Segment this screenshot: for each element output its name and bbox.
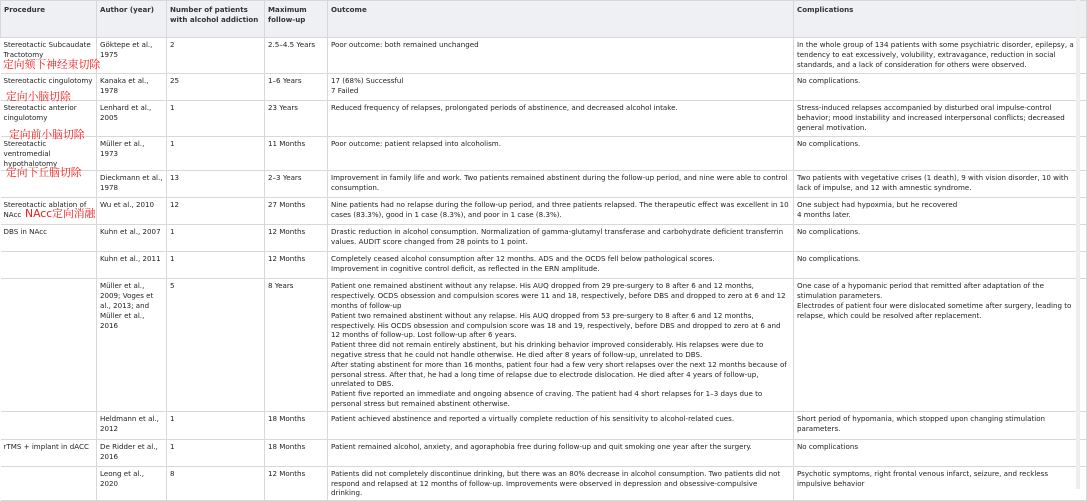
cell-followup: 11 Months	[265, 137, 328, 171]
header-outcome: Outcome	[328, 1, 794, 38]
cell-author: Kuhn et al., 2011	[97, 252, 167, 279]
annotation-nacc-ablation: NAcc定向消融	[25, 207, 96, 220]
cell-procedure: Stereotactic anterior cingulotomy	[1, 101, 97, 137]
cell-complications: Psychotic symptoms, right frontal venous infarct, seizure, and reckless impulsive behavior	[794, 466, 1087, 500]
cell-outcome: 17 (68%) Successful 7 Failed	[328, 74, 794, 101]
cell-complications: Short period of hypomania, which stopped upon changing stimulation parameters.	[794, 411, 1087, 439]
cell-outcome: Improvement in family life and work. Two patients remained abstinent during the follow-up period, and nine were able to control consumption.	[328, 171, 794, 198]
cell-author: Kuhn et al., 2007	[97, 225, 167, 252]
cell-patients: 1	[167, 225, 265, 252]
header-patients: Number of patients with alcohol addiction	[167, 1, 265, 38]
cell-procedure: Stereotactic ablation of NAcc	[1, 198, 97, 225]
table-row	[1, 74, 1087, 101]
cell-author: Müller et al., 1973	[97, 137, 167, 171]
cell-complications: Stress-induced relapses accompanied by disturbed oral impulse-control behavior; mood instability and increased interpersonal conflicts; decreased general motivation.	[794, 101, 1087, 137]
annotation-anterior-cingulotomy: 定向前小脑切除	[9, 128, 85, 141]
header-author: Author (year)	[97, 1, 167, 38]
cell-outcome: Reduced frequency of relapses, prolongated periods of abstinence, and decreased alcohol intake.	[328, 101, 794, 137]
cell-outcome: Completely ceased alcohol consumption after 12 months. ADS and the OCDS fell below pathological scores. Improvement in cognitive control deficit, as reflected in the ERN amplitude.	[328, 252, 794, 279]
cell-author: Dieckmann et al., 1978	[97, 171, 167, 198]
cell-author: Lenhard et al., 2005	[97, 101, 167, 137]
annotation-cingulotomy: 定向小脑切除	[6, 90, 71, 103]
cell-patients: 1	[167, 137, 265, 171]
table-row	[1, 279, 1087, 411]
cell-patients: 1	[167, 439, 265, 466]
cell-complications: No complications.	[794, 74, 1087, 101]
cell-patients: 13	[167, 171, 265, 198]
cell-outcome: Poor outcome: both remained unchanged	[328, 38, 794, 74]
cell-followup: 1–6 Years	[265, 74, 328, 101]
cell-outcome: Nine patients had no relapse during the follow-up period, and three patients relapsed. The therapeutic effect was excellent in 10 cases (83.3%), good in 1 case (8.3%), and poor in 1 case (8.3%).	[328, 198, 794, 225]
table-header-row	[1, 1, 1087, 38]
cell-complications: No complications	[794, 439, 1087, 466]
annotation-subcaudate: 定向颏下神经束切除	[3, 58, 101, 71]
table-row	[1, 225, 1087, 252]
cell-complications: Two patients with vegetative crises (1 death), 9 with vision disorder, 10 with lack of impulse, and 12 with amnestic syndrome.	[794, 171, 1087, 198]
cell-patients: 1	[167, 411, 265, 439]
cell-outcome: Drastic reduction in alcohol consumption. Normalization of gamma-glutamyl transferase and carbohydrate deficient transferrin values. AUDIT score changed from 28 points to 1 point.	[328, 225, 794, 252]
cell-followup: 8 Years	[265, 279, 328, 411]
cell-patients: 12	[167, 198, 265, 225]
cell-patients: 5	[167, 279, 265, 411]
annotation-hypothalotomy: 定向下丘脑切除	[6, 166, 82, 179]
header-procedure: Procedure	[1, 1, 97, 38]
cell-procedure: Stereotactic cingulotomy	[1, 74, 97, 101]
cell-author: Heldmann et al., 2012	[97, 411, 167, 439]
table-row	[1, 137, 1087, 171]
table-row	[1, 252, 1087, 279]
cell-patients: 1	[167, 252, 265, 279]
cell-procedure: rTMS + implant in dACC	[1, 439, 97, 466]
cell-complications: One case of a hypomanic period that remitted after adaptation of the stimulation parameters. Electrodes of patient four were dislocated sometime after surgery, leading to relapse, which could be resolved after replacement.	[794, 279, 1087, 411]
table-row	[1, 439, 1087, 466]
cell-outcome: Patients did not completely discontinue drinking, but there was an 80% decrease in alcohol consumption. Two patients did not respond and relapsed at 12 months of follow-up. Improvements were observed in depression and obsessive-compulsive drinking.	[328, 466, 794, 500]
cell-procedure	[1, 411, 97, 439]
header-followup: Maximum follow-up	[265, 1, 328, 38]
cell-followup: 12 Months	[265, 225, 328, 252]
header-complications: Complications	[794, 1, 1087, 38]
cell-author: Leong et al., 2020	[97, 466, 167, 500]
cell-outcome: Poor outcome: patient relapsed into alcoholism.	[328, 137, 794, 171]
cell-procedure	[1, 252, 97, 279]
cell-procedure: DBS in NAcc	[1, 225, 97, 252]
cell-patients: 1	[167, 101, 265, 137]
cell-patients: 2	[167, 38, 265, 74]
cell-followup: 23 Years	[265, 101, 328, 137]
cell-complications: No complications.	[794, 137, 1087, 171]
cell-followup: 2–3 Years	[265, 171, 328, 198]
cell-outcome: Patient one remained abstinent without any relapse. His AUQ dropped from 29 pre-surgery to 8 after 6 and 12 months, respectively. OCDS obsession and compulsion scores were 11 and 18, respectively, before DBS and dropped to zero at 6 and 12 months of follow-up Patient two remained abstinent without any relapse. His AUQ dropped from 53 pre-surgery to 8 after 6 and 12 months, respectively. His OCDS obsession and compulsion score was 18 and 19, respectively, before DBS and dropped to zero at 6 and 12 months of follow-up. Lost follow-up after 6 years. Patient three did not remain entirely abstinent, but his drinking behavior improved considerably. His relapses were due to negative stress that he could not handle otherwise. He died after 8 years of follow-up, unrelated to DBS. After stating abstinent for more than 16 months, patient four had a few very short relapses over the next 12 months because of personal stress. After that, he had a long time of relapse due to electrode dislocation. He died after 4 years of follow-up, unrelated to DBS. Patient five reported an immediate and ongoing absence of craving. The patient had 4 short relapses for 1–3 days due to personal stress but remained abstinent otherwise.	[328, 279, 794, 411]
cell-followup: 12 Months	[265, 466, 328, 500]
cell-outcome: Patient remained alcohol, anxiety, and agoraphobia free during follow-up and quit smoking one year after the surgery.	[328, 439, 794, 466]
cell-followup: 2.5–4.5 Years	[265, 38, 328, 74]
cell-complications: One subject had hypoxmia, but he recovered 4 months later.	[794, 198, 1087, 225]
cell-author: Göktepe et al., 1975	[97, 38, 167, 74]
cell-outcome: Patient achieved abstinence and reported a virtually complete reduction of his sensitivity to alcohol-related cues.	[328, 411, 794, 439]
cell-procedure: Stereotactic Subcaudate Tractotomy	[1, 38, 97, 74]
cell-author: Kanaka et al., 1978	[97, 74, 167, 101]
cell-author: Müller et al., 2009; Voges et al., 2013; and Müller et al., 2016	[97, 279, 167, 411]
cell-author: De Ridder et al., 2016	[97, 439, 167, 466]
cell-followup: 18 Months	[265, 439, 328, 466]
cell-author: Wu et al., 2010	[97, 198, 167, 225]
table-row	[1, 101, 1087, 137]
table-row	[1, 411, 1087, 439]
vertical-scrollbar[interactable]	[1076, 0, 1080, 489]
cell-procedure	[1, 466, 97, 500]
cell-followup: 18 Months	[265, 411, 328, 439]
table-row	[1, 171, 1087, 198]
cell-patients: 25	[167, 74, 265, 101]
table-row	[1, 38, 1087, 74]
cell-procedure	[1, 279, 97, 411]
cell-followup: 12 Months	[265, 252, 328, 279]
table-row	[1, 466, 1087, 500]
cell-complications: In the whole group of 134 patients with some psychiatric disorder, epilepsy, a tendency to eat excessively, volubility, extravagance, reduction in social standards, and a lack of consideration for others were observed.	[794, 38, 1087, 74]
cell-complications: No complications.	[794, 225, 1087, 252]
table-row	[1, 198, 1087, 225]
cell-procedure: Stereotactic ventromedial hypothalotomy	[1, 137, 97, 171]
cell-followup: 27 Months	[265, 198, 328, 225]
cell-complications: No complications.	[794, 252, 1087, 279]
cell-patients: 8	[167, 466, 265, 500]
